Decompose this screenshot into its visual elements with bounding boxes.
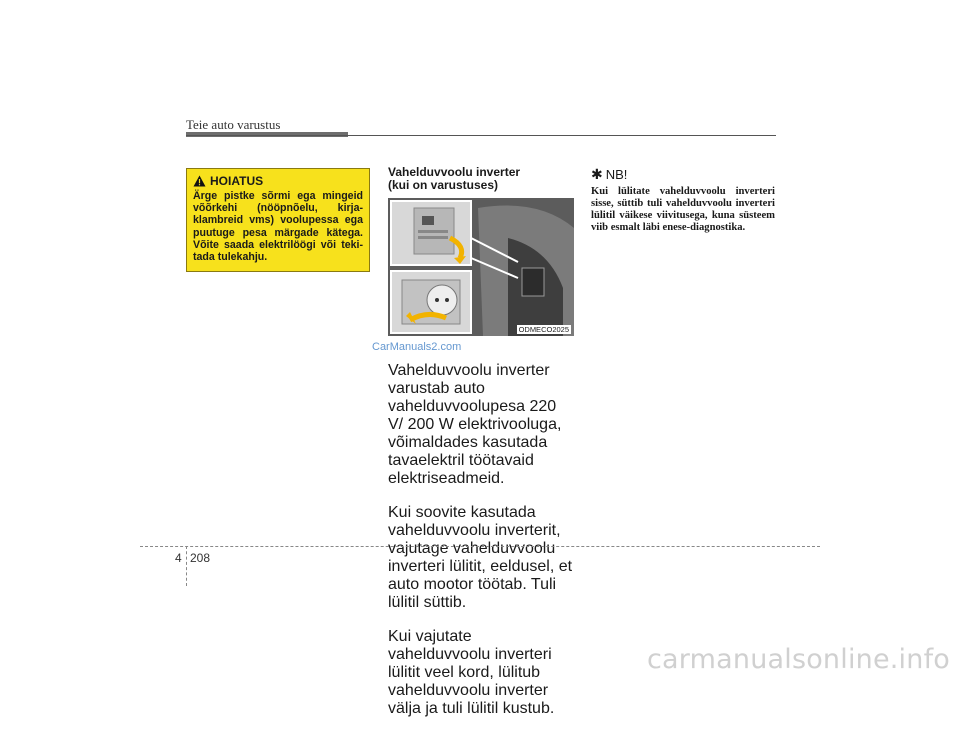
inverter-photo bbox=[388, 198, 574, 336]
chapter-number: 4 bbox=[175, 551, 182, 565]
inverter-illustration bbox=[388, 198, 574, 336]
note-section bbox=[591, 166, 775, 234]
warning-heading: HOIATUS bbox=[210, 174, 264, 188]
note-heading-row bbox=[591, 166, 775, 183]
warning-box bbox=[186, 168, 370, 272]
warning-heading-row bbox=[193, 174, 363, 188]
paragraph: Kui soovite kasutada vahelduvvoolu inverterit, vajutage vahelduvvoolu inverteri lülitit, eeldusel, et auto mootor töötab. Tuli lülitil süttib. bbox=[388, 504, 573, 611]
warning-text: Ärge pistke sõrmi ega mingeid võõrkehi (nööpnõelu, kirja-klambreid vms) voolupessa ega puutuge pesa märgade kätega. Võite saada elektrilöögi või teki-tada tulekahju. bbox=[193, 190, 363, 264]
paragraph: Kui vajutate vahelduvvoolu inverteri lülitit veel kord, lülitub vahelduvvoolu inverter välja ja tuli lülitil kustub. bbox=[388, 628, 555, 717]
footer-rule bbox=[140, 546, 820, 547]
note-heading: NB! bbox=[605, 167, 628, 182]
header-rule bbox=[186, 135, 776, 136]
page-number: 208 bbox=[190, 551, 211, 565]
section-title-line1: Vahelduvvoolu inverter bbox=[388, 165, 521, 179]
paragraph: Vahelduvvoolu inverter varustab auto vahelduvvoolupesa 220 V/ 200 W elektrivooluga, võimaldades kasutada tavaelektril töötavaid elektriseadmeid. bbox=[388, 362, 562, 487]
photo-code: ODMECO2025 bbox=[518, 325, 569, 334]
section-heading bbox=[388, 166, 574, 192]
warning-triangle-icon bbox=[193, 175, 206, 187]
watermark-small: CarManuals2.com bbox=[372, 341, 462, 353]
section-title-line2: (kui on varustuses) bbox=[388, 178, 499, 192]
asterisk-icon: ✱ bbox=[591, 166, 603, 182]
note-text: Kui lülitate vahelduvvoolu inverteri sisse, süttib tuli vahelduvvoolu inverteri lülitil väikese viivitusega, kuna süsteem viib esmalt läbi enese-diagnostika. bbox=[591, 186, 775, 233]
section-body bbox=[388, 346, 574, 734]
header-title: Teie auto varustus bbox=[186, 117, 281, 132]
site-watermark: carmanualsonline.info bbox=[647, 644, 950, 675]
footer-divider bbox=[186, 546, 187, 586]
